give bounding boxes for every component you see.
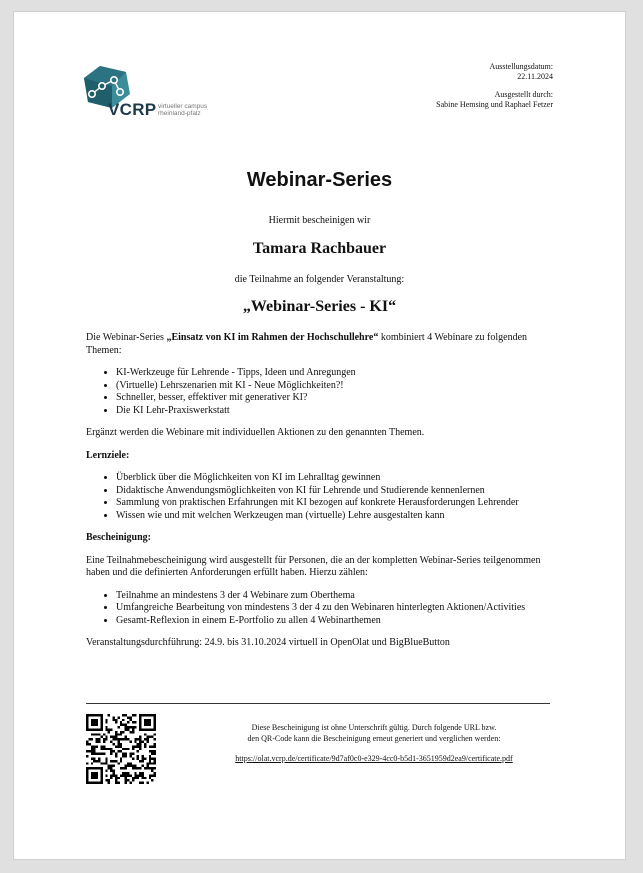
list-item: • Die KI Lehr-Praxiswerkstatt — [116, 405, 556, 418]
goals-list — [86, 472, 556, 522]
supplement-paragraph: Ergänzt werden die Webinare mit individuellen Aktionen zu den genannten Themen. — [86, 427, 425, 438]
vcrp-logo — [82, 64, 212, 126]
requirements-list — [86, 590, 556, 628]
list-item: • Sammlung von praktischen Erfahrungen mit KI bezogen auf konkrete Herausforderungen Lehrender — [116, 497, 556, 510]
list-item: • Wissen wie und mit welchen Werkzeugen man (virtuelle) Lehre ausgestalten kann — [116, 510, 556, 523]
logo-subtitle-line2: rheinland-pfalz — [158, 110, 201, 117]
issue-meta — [436, 62, 553, 109]
execution-text: Veranstaltungsdurchführung: 24.9. bis 31.10.2024 virtuell in OpenOlat und BigBlueButton — [86, 637, 450, 648]
goals-heading: Lernziele: — [86, 449, 130, 461]
list-item: • (Virtuelle) Lehrszenarien mit KI - Neue Möglichkeiten?! — [116, 380, 556, 393]
list-item: • Gesamt-Reflexion in einem E-Portfolio zu allen 4 Webinarthemen — [116, 615, 556, 628]
footer-note — [174, 722, 574, 764]
footer-line2: den QR-Code kann die Bescheinigung erneut generiert und verglichen werden: — [247, 734, 501, 743]
certification-heading: Bescheinigung: — [86, 532, 152, 543]
series-name: „Einsatz von KI im Rahmen der Hochschullehre“ — [166, 332, 379, 343]
issued-label: Ausstellungsdatum: — [489, 62, 553, 71]
certification-text: Eine Teilnahmebescheinigung wird ausgestellt für Personen, die an der kompletten Webinar-Series teilgenommen haben und die definierten Anforderungen erfüllt haben. Hierzu zählen: — [86, 554, 541, 578]
list-item: • Schneller, besser, effektiver mit generativer KI? — [116, 392, 556, 405]
certificate-page — [14, 12, 625, 859]
list-item: • Teilnahme an mindestens 3 der 4 Webinare zum Oberthema — [116, 590, 556, 603]
topics-list — [86, 367, 556, 417]
event-title: „Webinar-Series - KI“ — [242, 298, 397, 315]
logo-subtitle-line1: virtueller campus — [158, 103, 208, 110]
certificate-body — [86, 332, 556, 660]
description-suffix: kombiniert 4 Webinare zu folgenden Themen: — [86, 332, 528, 356]
issuer-names: Sabine Hemsing und Raphael Fetzer — [436, 99, 553, 109]
qr-code-icon[interactable] — [86, 714, 156, 784]
description-prefix: Die Webinar-Series — [86, 332, 167, 343]
logo-subtitle — [158, 103, 218, 117]
certificate-intro: Hiermit bescheinigen wir — [268, 215, 371, 226]
issuer-label: Ausgestellt durch: — [494, 90, 553, 99]
recipient-name: Tamara Rachbauer — [252, 240, 387, 257]
list-item: • KI-Werkzeuge für Lehrende - Tipps, Ideen und Anregungen — [116, 367, 556, 380]
footer-divider — [86, 703, 550, 704]
list-item: • Umfangreiche Bearbeitung von mindestens 3 der 4 zu den Webinaren hinterlegten Aktionen/Activities — [116, 602, 556, 615]
logo-wordmark — [108, 100, 208, 120]
participation-text: die Teilnahme an folgender Veranstaltung: — [234, 274, 405, 285]
list-item: • Überblick über die Möglichkeiten von KI im Lehralltag gewinnen — [116, 472, 556, 485]
description-paragraph — [86, 332, 556, 357]
logo-name: VCRP — [108, 100, 157, 119]
issued-date: 22.11.2024 — [517, 71, 553, 81]
certificate-title: Webinar-Series — [246, 169, 393, 191]
list-item: • Didaktische Anwendungsmöglichkeiten von KI für Lehrende und Studierende kennenlernen — [116, 485, 556, 498]
footer-line1: Diese Bescheinigung ist ohne Unterschrift gültig. Durch folgende URL bzw. — [251, 723, 497, 732]
certificate-url-link[interactable]: https://olat.vcrp.de/certificate/9d7af0c0-e329-4cc0-b5d1-3651959d2ea9/certificate.pdf — [235, 754, 513, 763]
